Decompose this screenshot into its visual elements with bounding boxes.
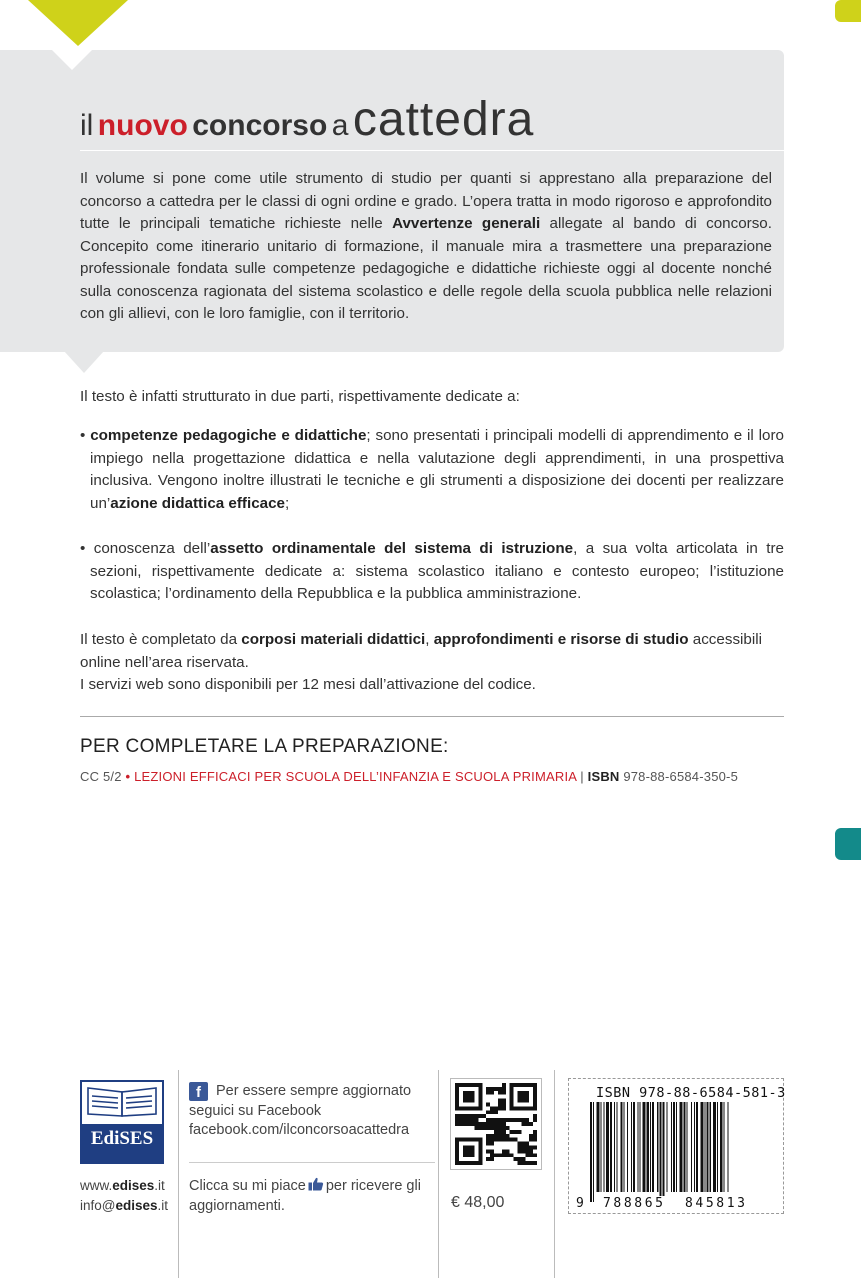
like-instructions bbox=[189, 1176, 439, 1216]
completion-paragraph bbox=[80, 629, 784, 697]
yellow-corner-triangle bbox=[28, 0, 128, 46]
structure-lead: Il testo è infatti strutturato in due parti, rispettivamente dedicate a: bbox=[80, 388, 520, 405]
completion-sep: , bbox=[425, 631, 434, 648]
related-isbn: 978-88-6584-350-5 bbox=[623, 769, 739, 784]
related-code: CC 5/2 bbox=[80, 769, 122, 784]
publisher-logo bbox=[80, 1080, 164, 1164]
related-title: LEZIONI EFFICACI PER SCUOLA DELL’INFANZIA E SCUOLA PRIMARIA bbox=[134, 769, 577, 784]
title-a: a bbox=[331, 109, 349, 142]
completion-bold-1: corposi materiali didattici bbox=[241, 631, 426, 648]
book-logo-icon bbox=[80, 1080, 164, 1126]
bullet1-end: ; bbox=[285, 494, 290, 512]
isbn-label: ISBN 978-88-6584-581-3 bbox=[596, 1085, 786, 1101]
barcode-digit-first: 9 bbox=[576, 1196, 584, 1211]
panel-notch-top bbox=[52, 50, 92, 70]
website-link[interactable] bbox=[80, 1176, 168, 1196]
title-concorso: concorso bbox=[192, 109, 328, 142]
panel-pointer bbox=[64, 351, 104, 373]
teal-edge-tab bbox=[835, 828, 861, 860]
like-text-2: per ricevere gli aggiornamenti. bbox=[189, 1178, 421, 1214]
facebook-text: Per essere sempre aggiornato seguici su Facebook facebook.com/ilconcorsoacattedra bbox=[189, 1083, 412, 1138]
website-bold: edises bbox=[112, 1178, 155, 1193]
intro-text-1: Il volume si pone come utile strumento di studio per quanti si apprestano alla preparazione del concorso a cattedra per le classi di ogni ordine e grado. L’opera tratta in modo rigoroso e approfondito tutte le principali tematiche richieste nelle bbox=[80, 170, 772, 232]
email-prefix: info@ bbox=[80, 1198, 116, 1213]
bullet1-text: ; sono presentati i principali modelli di apprendimento e il loro impiego nella progettazione didattica e nella valutazione degli apprendimenti, in una prospettiva inclusiva. Vengono inoltre illustrati le tecniche e gli strumenti a disposizione dei docenti per realizzare un’ bbox=[90, 427, 784, 512]
barcode bbox=[588, 1102, 770, 1202]
related-separator: | bbox=[580, 769, 584, 784]
bullet1-bold-2: azione didattica efficace bbox=[110, 494, 285, 512]
bullet2-text-1: conoscenza dell’ bbox=[93, 540, 211, 557]
bullet2-text-2: , a sua volta articolata in tre sezioni, rispettivamente dedicate a: sistema scolastico italiano e contesto europeo; l’istituzione scolastica; l’ordinamento della Repubblica e la pubblica amministrazione. bbox=[90, 540, 784, 602]
completion-bold-2: approfondimenti e risorse di studio bbox=[433, 631, 689, 648]
website-suffix: .it bbox=[154, 1178, 165, 1193]
intro-text-2: allegate al bando di concorso. Concepito come itinerario unitario di formazione, il manuale mira a trasmettere una preparazione professionale fondata sulle competenze pedagogiche e didattiche richieste oggi al docente nonché sulla conoscenza ragionata del sistema scolastico e delle regole della scuola pubblica nelle relazioni con gli allievi, con le loro famiglie, con il territorio. bbox=[80, 215, 772, 322]
publisher-contacts bbox=[80, 1176, 168, 1216]
bullet-competenze bbox=[80, 425, 784, 515]
price: € 48,00 bbox=[451, 1194, 505, 1211]
website-prefix: www. bbox=[80, 1178, 113, 1193]
completion-text-1: Il testo è completato da bbox=[80, 631, 242, 648]
title-nuovo: nuovo bbox=[97, 109, 188, 142]
title-il: il bbox=[80, 109, 94, 142]
email-bold: edises bbox=[115, 1198, 158, 1213]
related-isbn-label: ISBN bbox=[587, 769, 620, 784]
related-book-line bbox=[80, 769, 738, 784]
yellow-edge-tab bbox=[835, 0, 861, 22]
barcode-digits-left: 788865 bbox=[603, 1196, 666, 1211]
footer-divider-3 bbox=[554, 1070, 555, 1278]
bullet1-bold: competenze pedagogiche e didattiche bbox=[90, 427, 367, 444]
thumbs-up-icon bbox=[308, 1177, 324, 1191]
completion-line-1 bbox=[80, 629, 784, 674]
title-divider bbox=[80, 150, 784, 151]
footer-divider-1 bbox=[178, 1070, 179, 1278]
bullet2-bold: assetto ordinamentale del sistema di istruzione bbox=[210, 540, 574, 557]
footer-divider-2 bbox=[438, 1070, 439, 1278]
like-text-1: Clicca su mi piace bbox=[189, 1178, 306, 1194]
facebook-divider bbox=[189, 1162, 435, 1163]
intro-bold-avvertenze: Avvertenze generali bbox=[392, 215, 541, 232]
intro-paragraph bbox=[80, 168, 772, 326]
completion-line-2: I servizi web sono disponibili per 12 mesi dall’attivazione del codice. bbox=[80, 676, 536, 693]
page-title bbox=[80, 92, 534, 147]
title-cattedra: cattedra bbox=[352, 93, 535, 146]
bullet-conoscenza bbox=[80, 538, 784, 606]
bullet-marker: • bbox=[80, 540, 86, 557]
logo-text: EdiSES bbox=[90, 1128, 154, 1149]
qr-code[interactable] bbox=[450, 1078, 542, 1170]
related-bullet: • bbox=[125, 769, 131, 784]
completion-text-2: accessibili online nell’area riservata. bbox=[80, 631, 762, 671]
related-heading: PER COMPLETARE LA PREPARAZIONE: bbox=[80, 736, 449, 757]
barcode-digits-right: 845813 bbox=[685, 1196, 748, 1211]
bullet-marker: • bbox=[80, 427, 86, 444]
email-link[interactable] bbox=[80, 1196, 168, 1216]
section-divider bbox=[80, 716, 784, 717]
facebook-icon[interactable]: f bbox=[189, 1082, 208, 1101]
email-suffix: .it bbox=[157, 1198, 169, 1213]
